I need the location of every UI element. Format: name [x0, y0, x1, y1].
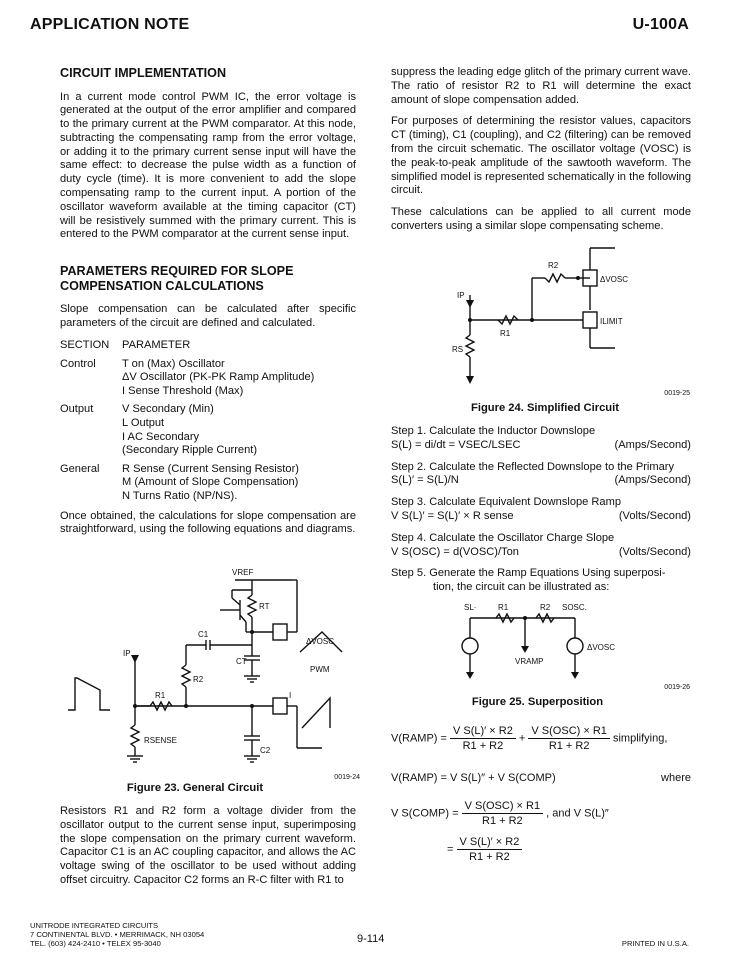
params-row-item: L Output [122, 417, 165, 430]
eq1-numerator: V S(L)′ × R2 [450, 725, 516, 739]
eq2-text: V(RAMP) = V S(L)″ + V S(COMP) [391, 772, 556, 784]
figure-25-caption: Figure 25. Superposition [471, 696, 604, 708]
figure-25-code: 0019-26 [664, 684, 690, 691]
step-unit: (Volts/Second) [618, 509, 691, 522]
eq3-tail: , and V S(L)″ [546, 807, 609, 820]
fig24-label: ΔVOSC [600, 275, 629, 284]
step-title: Step 2. Calculate the Reflected Downslope to the Primary [391, 460, 675, 473]
params-intro: Slope compensation can be calculated after specific parameters of the circuit are defined and calculated. [60, 303, 356, 330]
params-row-output [60, 403, 356, 457]
eq4-lhs: = [447, 843, 454, 856]
eq4-denominator: R1 + R2 [469, 851, 510, 863]
step-title: Step 4. Calculate the Oscillator Charge Slope [391, 531, 615, 544]
eq1-plus: + [518, 732, 526, 745]
equation-ramp [391, 725, 691, 752]
fig23-label: C2 [260, 746, 271, 755]
right-paragraph-2: For purposes of determining the resistor values, capacitors CT (timing), C1 (coupling), and C2 (filtering) can be removed from the circuit schematic. The oscillator voltage (VOSC) is the peak-to-peak amplitude of the sawtooth waveform. The simplified model is represented schematically in the following circuit. [391, 115, 691, 197]
eq4-numerator: V S(L)′ × R2 [457, 836, 523, 850]
params-header-section: SECTION [60, 338, 110, 351]
params-row-item: I AC Secondary [122, 430, 200, 443]
steps-list [391, 425, 691, 603]
fig24-label: RS [452, 345, 464, 354]
figure-24-caption: Figure 24. Simplified Circuit [471, 402, 619, 414]
page-number: 9-114 [357, 933, 385, 945]
params-row-general [60, 463, 356, 504]
fig23-label: C1 [198, 630, 209, 639]
left-bottom-paragraph: Resistors R1 and R2 form a voltage divider from the oscillator output to the current sense input, superimposing the slope compensation on the primary current waveform. Capacitor C1 is an AC coupling capacitor, and allows the AC voltage swing of the oscillator to be used without adding offset circuitry. Capacitor C2 forms an R-C filter with R1 to [60, 805, 356, 886]
fig25-label: VRAMP [515, 657, 544, 666]
eq3-numerator: V S(OSC) × R1 [462, 800, 544, 814]
step-equation: V S(L)′ = S(L)′ × R sense [391, 509, 514, 522]
eq1-denominator: R1 + R2 [548, 740, 590, 752]
fig23-label: I [289, 691, 292, 700]
fig24-label: ILIMIT [600, 317, 623, 326]
fig23-label: R2 [193, 675, 204, 684]
params-row-item: N Turns Ratio (NP/NS). [122, 490, 238, 502]
footer-address [30, 921, 204, 948]
eq1-tail: simplifying, [612, 732, 668, 745]
params-row-item: R Sense (Current Sensing Resistor) [122, 462, 299, 475]
fig24-label: R2 [548, 261, 559, 270]
step-unit: (Amps/Second) [614, 474, 691, 487]
right-paragraph-1: suppress the leading edge glitch of the primary current wave. The ratio of resistor R2 to R1 will determine the exact amount of slope compensation added. [391, 66, 691, 106]
fig25-label: R1 [498, 603, 509, 612]
step-item [391, 425, 691, 453]
step-item [391, 532, 691, 560]
figure-23-code: 0019-24 [334, 774, 360, 781]
fig23-label: RSENSE [144, 736, 177, 745]
params-header-parameter: PARAMETER [122, 338, 191, 351]
left-column [60, 66, 356, 545]
fig25-label: SOSC. [562, 603, 587, 612]
fig23-label: ΔVOSC [306, 637, 335, 646]
step-title-continued: tion, the circuit can be illustrated as: [433, 581, 610, 594]
figure-25 [450, 600, 690, 710]
step-title: Step 5. Generate the Ramp Equations Using superposi- [391, 567, 666, 580]
circuit-section-title: CIRCUIT IMPLEMENTATION [60, 66, 227, 80]
footer-company: UNITRODE INTEGRATED CIRCUITS [30, 921, 159, 930]
footer-tel: TEL. (603) 424-2410 • TELEX 95-3040 [30, 939, 161, 948]
footer-street: 7 CONTINENTAL BLVD. • MERRIMACK, NH 03054 [30, 930, 205, 939]
fig23-label: PWM [310, 665, 330, 674]
figure-24-schematic [440, 240, 690, 390]
params-row-item: T on (Max) Oscillator [122, 357, 225, 370]
params-section-title: PARAMETERS REQUIRED FOR SLOPE COMPENSATION CALCULATIONS [60, 264, 294, 293]
figure-23 [60, 560, 360, 800]
fig23-label: RT [259, 602, 270, 611]
step-equation: S(L)′ = S(L)/N [391, 474, 459, 487]
step-title: Step 1. Calculate the Inductor Downslope [391, 425, 596, 437]
step-equation: S(L) = di/dt = VSEC/LSEC [391, 438, 521, 451]
equation-comp [391, 800, 691, 827]
fig23-label: CT [236, 657, 247, 666]
equation-sl [447, 836, 647, 863]
step-title: Step 3. Calculate Equivalent Downslope Ramp [391, 496, 622, 509]
figure-23-schematic [60, 560, 360, 780]
params-row-section: Output [60, 403, 94, 416]
fig25-label: R2 [540, 603, 551, 612]
eq1-lhs: V(RAMP) = [391, 732, 447, 745]
step-item [391, 496, 691, 524]
params-outro: Once obtained, the calculations for slope compensation are straightforward, using the following equations and diagrams. [60, 509, 356, 536]
fig24-label: IP [457, 291, 465, 300]
figure-25-schematic [450, 600, 690, 680]
figure-23-caption: Figure 23. General Circuit [126, 782, 264, 794]
step-unit: (Amps/Second) [614, 438, 691, 451]
left-bottom-text [60, 805, 356, 896]
fig25-label: SL· [464, 603, 477, 612]
eq3-denominator: R1 + R2 [482, 815, 523, 827]
eq3-lhs: V S(COMP) = [391, 807, 459, 820]
figure-24-code: 0019-25 [664, 390, 690, 397]
right-paragraph-3: These calculations can be applied to all current mode converters using a similar slope compensating scheme. [391, 206, 691, 232]
fig24-label: R1 [500, 329, 511, 338]
params-row-item: I Sense Threshold (Max) [122, 384, 244, 397]
equation-ramp-simplified [391, 772, 691, 784]
fig23-label: VREF [232, 568, 254, 577]
header-doc-number: U-100A [632, 16, 689, 33]
footer-printed: PRINTED IN U.S.A. [621, 939, 689, 948]
step-item [391, 461, 691, 489]
params-row-item: V Secondary (Min) [122, 403, 214, 416]
step-equation: V S(OSC) = d(VOSC)/Ton [391, 545, 519, 558]
eq1-denominator: R1 + R2 [462, 740, 504, 752]
params-row-item: M (Amount of Slope Compensation) [122, 476, 299, 489]
fig23-label: R1 [155, 691, 166, 700]
params-row-control [60, 358, 356, 399]
step-item [391, 567, 691, 595]
params-row-section: Control [60, 357, 96, 370]
figure-24 [440, 240, 690, 420]
header-title: APPLICATION NOTE [30, 16, 190, 33]
step-unit: (Volts/Second) [618, 545, 691, 558]
eq2-tail: where [661, 772, 691, 784]
fig25-label: ΔVOSC [587, 643, 616, 652]
eq1-numerator: V S(OSC) × R1 [528, 725, 610, 739]
params-row-section: General [60, 462, 100, 475]
fig23-label: IP [123, 649, 131, 658]
right-column [391, 66, 691, 242]
circuit-paragraph: In a current mode control PWM IC, the error voltage is generated at the output of the error amplifier and compared to the primary current at the PWM comparator. At this node, subtracting the compensating ramp from the error voltage, or adding it to the primary current sense input will have the same effect: to decrease the pulse width as a function of duty cycle (time). It is more convenient to add the slope compensating ramp to the current input. A portion of the oscillator waveform available at the timing capacitor (CT) will be resistively summed with the primary current. This is entered to the PWM comparator at the current sense input. [60, 90, 356, 241]
params-row-item: ΔV Oscillator (PK-PK Ramp Amplitude) [122, 371, 315, 384]
params-table-header [60, 339, 356, 353]
params-row-item: (Secondary Ripple Current) [122, 444, 258, 457]
